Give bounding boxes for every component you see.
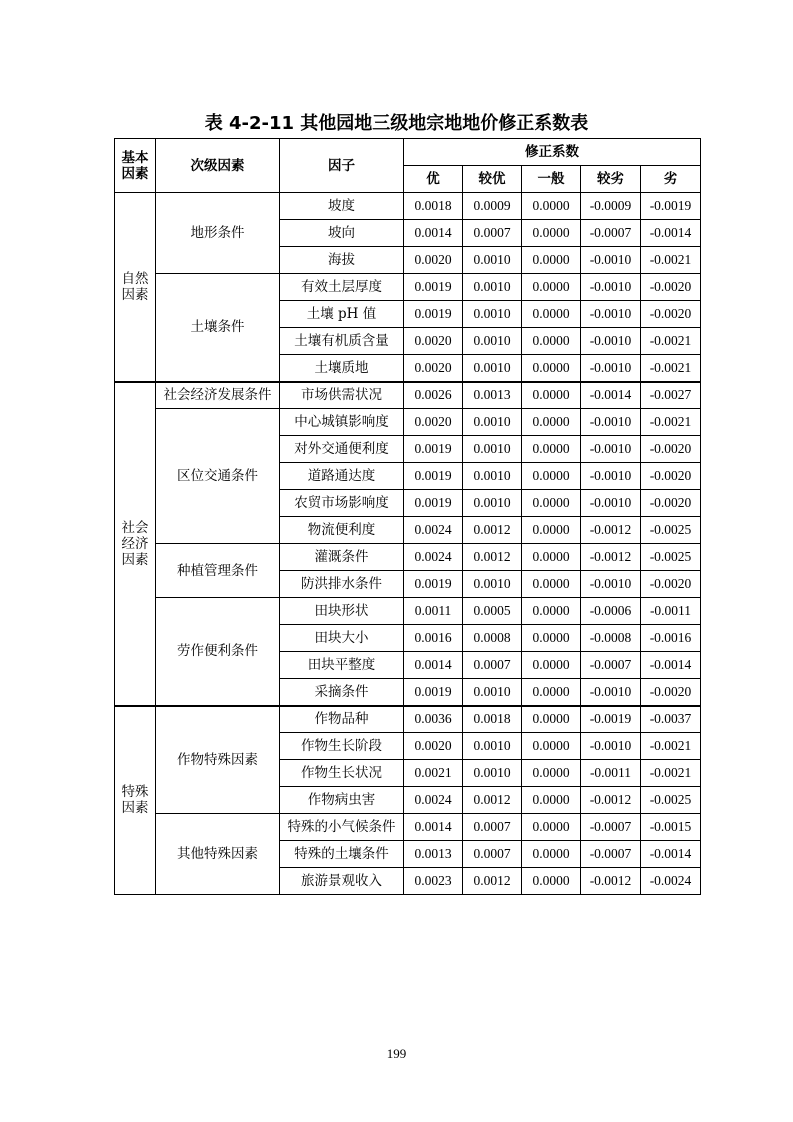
coefficient-value-cell: 0.0018	[463, 706, 522, 733]
coefficient-value-cell: 0.0020	[404, 409, 463, 436]
coefficient-value-cell: 0.0010	[463, 571, 522, 598]
factor-cell: 中心城镇影响度	[280, 409, 404, 436]
coefficient-value-cell: 0.0000	[522, 193, 581, 220]
coefficient-value-cell: 0.0000	[522, 868, 581, 895]
coefficient-value-cell: -0.0011	[641, 598, 701, 625]
coefficient-value-cell: 0.0026	[404, 382, 463, 409]
header-level-excellent: 优	[404, 166, 463, 193]
coefficient-value-cell: 0.0020	[404, 328, 463, 355]
header-correction-coefficient: 修正系数	[404, 139, 701, 166]
coefficient-value-cell: -0.0006	[581, 598, 641, 625]
coefficient-value-cell: 0.0009	[463, 193, 522, 220]
factor-cell: 有效土层厚度	[280, 274, 404, 301]
coefficient-value-cell: 0.0000	[522, 679, 581, 706]
coefficient-value-cell: -0.0007	[581, 220, 641, 247]
coefficient-value-cell: -0.0020	[641, 490, 701, 517]
factor-cell: 道路通达度	[280, 463, 404, 490]
factor-cell: 作物品种	[280, 706, 404, 733]
factor-cell: 坡度	[280, 193, 404, 220]
coefficient-value-cell: 0.0021	[404, 760, 463, 787]
coefficient-value-cell: -0.0020	[641, 571, 701, 598]
factor-cell: 市场供需状况	[280, 382, 404, 409]
coefficient-value-cell: -0.0021	[641, 733, 701, 760]
coefficient-value-cell: 0.0011	[404, 598, 463, 625]
sub-factor-cell: 劳作便利条件	[156, 598, 280, 706]
coefficient-value-cell: 0.0019	[404, 274, 463, 301]
coefficient-value-cell: 0.0018	[404, 193, 463, 220]
coefficient-value-cell: -0.0024	[641, 868, 701, 895]
coefficient-value-cell: -0.0010	[581, 490, 641, 517]
sub-factor-cell: 土壤条件	[156, 274, 280, 382]
coefficient-value-cell: 0.0000	[522, 436, 581, 463]
coefficient-value-cell: 0.0000	[522, 814, 581, 841]
coefficient-value-cell: -0.0012	[581, 787, 641, 814]
coefficient-value-cell: 0.0010	[463, 301, 522, 328]
coefficient-value-cell: -0.0010	[581, 463, 641, 490]
factor-cell: 土壤 pH 值	[280, 301, 404, 328]
coefficient-value-cell: -0.0020	[641, 274, 701, 301]
coefficient-value-cell: 0.0024	[404, 517, 463, 544]
coefficient-value-cell: 0.0010	[463, 463, 522, 490]
basic-factor-cell: 自然 因素	[115, 193, 156, 382]
coefficient-value-cell: 0.0000	[522, 706, 581, 733]
coefficient-value-cell: 0.0000	[522, 598, 581, 625]
coefficient-value-cell: 0.0000	[522, 841, 581, 868]
coefficient-value-cell: 0.0010	[463, 679, 522, 706]
coefficient-value-cell: -0.0010	[581, 301, 641, 328]
factor-cell: 农贸市场影响度	[280, 490, 404, 517]
coefficient-value-cell: -0.0019	[581, 706, 641, 733]
coefficient-value-cell: -0.0019	[641, 193, 701, 220]
coefficient-value-cell: 0.0014	[404, 814, 463, 841]
header-level-bad: 劣	[641, 166, 701, 193]
coefficient-value-cell: 0.0010	[463, 355, 522, 382]
coefficient-value-cell: 0.0000	[522, 544, 581, 571]
coefficient-value-cell: -0.0025	[641, 787, 701, 814]
coefficient-value-cell: -0.0020	[641, 436, 701, 463]
sub-factor-cell: 社会经济发展条件	[156, 382, 280, 409]
coefficient-value-cell: -0.0011	[581, 760, 641, 787]
coefficient-value-cell: -0.0010	[581, 436, 641, 463]
coefficient-value-cell: -0.0010	[581, 328, 641, 355]
correction-coefficient-table	[114, 138, 701, 895]
coefficient-value-cell: -0.0010	[581, 571, 641, 598]
header-factor: 因子	[280, 139, 404, 193]
factor-cell: 土壤质地	[280, 355, 404, 382]
coefficient-value-cell: -0.0020	[641, 301, 701, 328]
coefficient-value-cell: -0.0014	[641, 220, 701, 247]
coefficient-value-cell: 0.0010	[463, 328, 522, 355]
sub-factor-cell: 其他特殊因素	[156, 814, 280, 895]
factor-cell: 田块平整度	[280, 652, 404, 679]
coefficient-value-cell: -0.0037	[641, 706, 701, 733]
coefficient-value-cell: 0.0005	[463, 598, 522, 625]
coefficient-value-cell: 0.0019	[404, 436, 463, 463]
factor-cell: 田块大小	[280, 625, 404, 652]
coefficient-value-cell: 0.0000	[522, 652, 581, 679]
table-title: 表 4-2-11 其他园地三级地宗地地价修正系数表	[204, 113, 589, 134]
coefficient-value-cell: -0.0025	[641, 544, 701, 571]
coefficient-value-cell: 0.0000	[522, 787, 581, 814]
coefficient-value-cell: 0.0000	[522, 328, 581, 355]
coefficient-value-cell: -0.0021	[641, 760, 701, 787]
coefficient-value-cell: 0.0014	[404, 220, 463, 247]
coefficient-value-cell: 0.0019	[404, 463, 463, 490]
coefficient-value-cell: -0.0021	[641, 355, 701, 382]
sub-factor-cell: 种植管理条件	[156, 544, 280, 598]
factor-cell: 作物生长状况	[280, 760, 404, 787]
coefficient-value-cell: 0.0024	[404, 787, 463, 814]
coefficient-value-cell: 0.0000	[522, 382, 581, 409]
coefficient-value-cell: 0.0000	[522, 301, 581, 328]
factor-cell: 海拔	[280, 247, 404, 274]
factor-cell: 对外交通便利度	[280, 436, 404, 463]
factor-cell: 作物病虫害	[280, 787, 404, 814]
table-row	[115, 274, 701, 301]
coefficient-value-cell: 0.0010	[463, 733, 522, 760]
coefficient-value-cell: 0.0007	[463, 814, 522, 841]
coefficient-value-cell: 0.0012	[463, 517, 522, 544]
header-row-1	[115, 139, 701, 166]
header-sub-factor: 次级因素	[156, 139, 280, 193]
coefficient-value-cell: 0.0019	[404, 490, 463, 517]
coefficient-value-cell: 0.0023	[404, 868, 463, 895]
coefficient-value-cell: -0.0010	[581, 247, 641, 274]
factor-cell: 采摘条件	[280, 679, 404, 706]
coefficient-value-cell: -0.0010	[581, 409, 641, 436]
coefficient-value-cell: -0.0007	[581, 652, 641, 679]
coefficient-value-cell: 0.0000	[522, 409, 581, 436]
coefficient-value-cell: 0.0010	[463, 274, 522, 301]
coefficient-value-cell: 0.0019	[404, 679, 463, 706]
factor-cell: 特殊的小气候条件	[280, 814, 404, 841]
coefficient-value-cell: 0.0020	[404, 733, 463, 760]
coefficient-value-cell: 0.0008	[463, 625, 522, 652]
coefficient-value-cell: 0.0016	[404, 625, 463, 652]
coefficient-value-cell: -0.0015	[641, 814, 701, 841]
coefficient-value-cell: -0.0007	[581, 814, 641, 841]
header-level-good: 较优	[463, 166, 522, 193]
coefficient-value-cell: -0.0021	[641, 247, 701, 274]
coefficient-value-cell: 0.0000	[522, 274, 581, 301]
table-row	[115, 409, 701, 436]
header-basic-factor: 基本 因素	[115, 139, 156, 193]
coefficient-value-cell: 0.0000	[522, 220, 581, 247]
sub-factor-cell: 区位交通条件	[156, 409, 280, 544]
coefficient-value-cell: 0.0007	[463, 652, 522, 679]
factor-cell: 坡向	[280, 220, 404, 247]
basic-factor-cell: 社会 经济 因素	[115, 382, 156, 706]
coefficient-value-cell: 0.0000	[522, 463, 581, 490]
coefficient-value-cell: 0.0007	[463, 220, 522, 247]
coefficient-value-cell: -0.0010	[581, 355, 641, 382]
coefficient-value-cell: 0.0000	[522, 517, 581, 544]
coefficient-value-cell: 0.0000	[522, 490, 581, 517]
header-level-average: 一般	[522, 166, 581, 193]
coefficient-value-cell: 0.0019	[404, 571, 463, 598]
coefficient-value-cell: -0.0021	[641, 409, 701, 436]
coefficient-value-cell: 0.0000	[522, 760, 581, 787]
coefficient-value-cell: -0.0025	[641, 517, 701, 544]
factor-cell: 灌溉条件	[280, 544, 404, 571]
coefficient-value-cell: 0.0010	[463, 760, 522, 787]
coefficient-value-cell: -0.0007	[581, 841, 641, 868]
coefficient-value-cell: 0.0010	[463, 409, 522, 436]
factor-cell: 土壤有机质含量	[280, 328, 404, 355]
coefficient-value-cell: 0.0019	[404, 301, 463, 328]
coefficient-value-cell: 0.0000	[522, 571, 581, 598]
coefficient-value-cell: 0.0013	[404, 841, 463, 868]
sub-factor-cell: 作物特殊因素	[156, 706, 280, 814]
coefficient-value-cell: 0.0036	[404, 706, 463, 733]
coefficient-value-cell: -0.0021	[641, 328, 701, 355]
coefficient-value-cell: 0.0000	[522, 355, 581, 382]
coefficient-value-cell: -0.0010	[581, 679, 641, 706]
factor-cell: 作物生长阶段	[280, 733, 404, 760]
coefficient-value-cell: 0.0000	[522, 625, 581, 652]
coefficient-value-cell: -0.0009	[581, 193, 641, 220]
coefficient-value-cell: 0.0010	[463, 436, 522, 463]
coefficient-value-cell: 0.0014	[404, 652, 463, 679]
coefficient-value-cell: -0.0014	[581, 382, 641, 409]
page-number: 199	[386, 1046, 407, 1061]
coefficient-value-cell: 0.0012	[463, 787, 522, 814]
coefficient-value-cell: -0.0012	[581, 517, 641, 544]
factor-cell: 特殊的土壤条件	[280, 841, 404, 868]
coefficient-value-cell: 0.0010	[463, 247, 522, 274]
coefficient-value-cell: -0.0010	[581, 274, 641, 301]
header-level-poor: 较劣	[581, 166, 641, 193]
coefficient-value-cell: -0.0020	[641, 679, 701, 706]
coefficient-value-cell: 0.0010	[463, 490, 522, 517]
coefficient-value-cell: -0.0010	[581, 733, 641, 760]
coefficient-value-cell: -0.0014	[641, 841, 701, 868]
coefficient-value-cell: -0.0027	[641, 382, 701, 409]
coefficient-value-cell: 0.0007	[463, 841, 522, 868]
coefficient-value-cell: -0.0012	[581, 544, 641, 571]
coefficient-value-cell: 0.0000	[522, 247, 581, 274]
coefficient-value-cell: 0.0024	[404, 544, 463, 571]
coefficient-value-cell: 0.0012	[463, 544, 522, 571]
table-row	[115, 544, 701, 571]
coefficient-value-cell: 0.0000	[522, 733, 581, 760]
table-row	[115, 382, 701, 409]
factor-cell: 物流便利度	[280, 517, 404, 544]
coefficient-value-cell: 0.0012	[463, 868, 522, 895]
coefficient-value-cell: -0.0008	[581, 625, 641, 652]
table-row	[115, 814, 701, 841]
sub-factor-cell: 地形条件	[156, 193, 280, 274]
table-row	[115, 193, 701, 220]
table-row	[115, 598, 701, 625]
factor-cell: 田块形状	[280, 598, 404, 625]
coefficient-value-cell: -0.0020	[641, 463, 701, 490]
coefficient-value-cell: 0.0020	[404, 247, 463, 274]
table-row	[115, 706, 701, 733]
coefficient-value-cell: -0.0014	[641, 652, 701, 679]
coefficient-value-cell: -0.0016	[641, 625, 701, 652]
coefficient-value-cell: 0.0013	[463, 382, 522, 409]
factor-cell: 旅游景观收入	[280, 868, 404, 895]
coefficient-value-cell: 0.0020	[404, 355, 463, 382]
basic-factor-cell: 特殊 因素	[115, 706, 156, 895]
coefficient-value-cell: -0.0012	[581, 868, 641, 895]
factor-cell: 防洪排水条件	[280, 571, 404, 598]
